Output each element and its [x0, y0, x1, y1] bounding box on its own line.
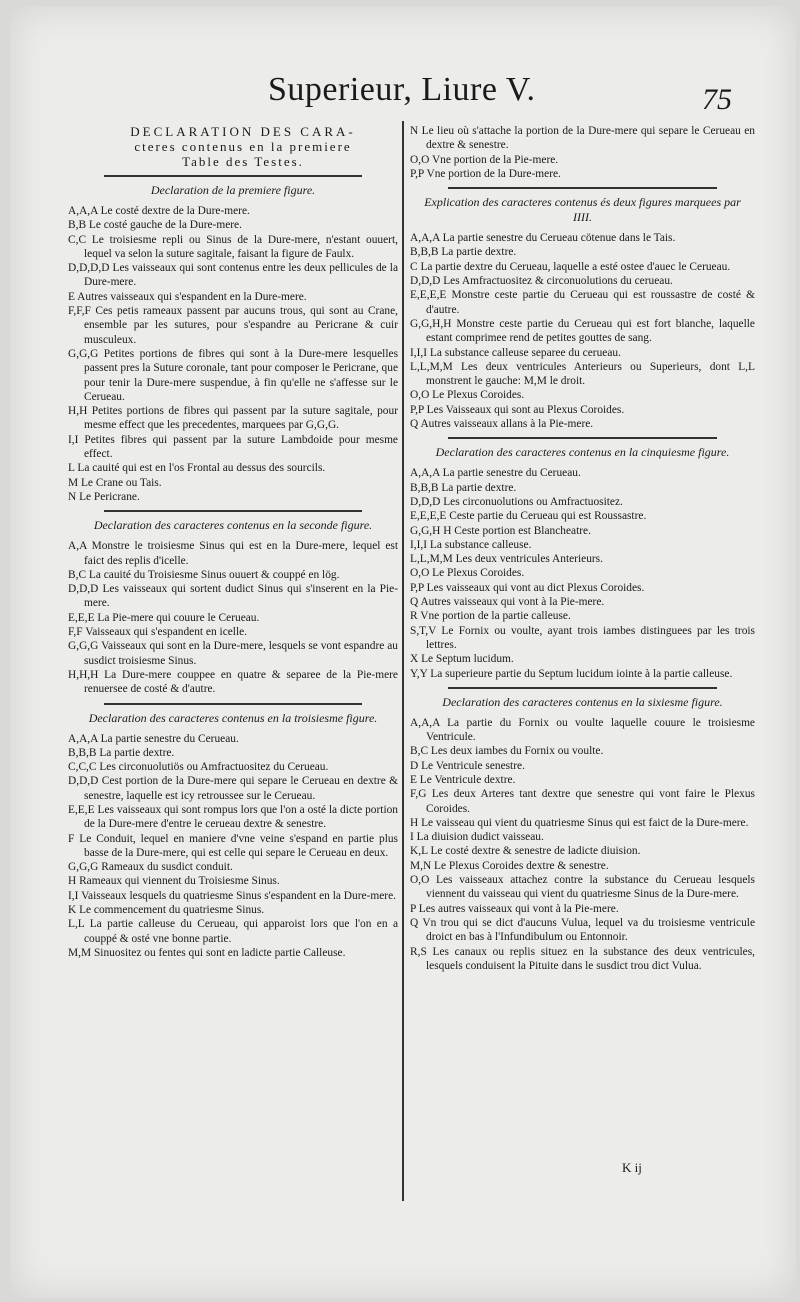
- column-title-line1: DECLARATION DES CARA-: [130, 124, 356, 139]
- section-heading: Declaration des caracteres contenus en la seconde figure.: [93, 518, 373, 533]
- legend-entry: G,G,G Petites portions de fibres qui sont à la Dure-mere lesquelles passent pres la Suture coronale, tant pour composer le Pericrane, que pour tenir la Dure-mere suspendue, à fin qu'elle ne s'affesse sur le Cerueau.: [68, 347, 398, 403]
- continuation-entries: [410, 124, 755, 181]
- column-divider: [402, 121, 404, 1201]
- legend-entry: M,N Le Plexus Coroides dextre & senestre.: [410, 859, 609, 872]
- legend-entry: P,P Les Vaisseaux qui sont au Plexus Coroides.: [410, 403, 625, 416]
- section-rule: [448, 187, 717, 189]
- legend-entry: Q Autres vaisseaux qui vont à la Pie-mere.: [410, 596, 605, 609]
- right-column: [410, 124, 755, 973]
- legend-entry: A,A,A La partie du Fornix ou voulte laquelle couure le troisiesme Ventricule.: [410, 716, 755, 744]
- legend-entry: B,B,B La partie dextre.: [410, 481, 517, 494]
- legend-entry: I,I Petites fibres qui passent par la suture Lambdoide pour mesme effect.: [68, 433, 398, 461]
- legend-entry: D,D,D,D Les vaisseaux qui sont contenus entre les deux pellicules de la Dure-mere.: [68, 262, 398, 289]
- legend-entry: D,D,D Les circonuolutions ou Amfractuositez.: [410, 495, 623, 508]
- legend-entry: B,B,B La partie dextre.: [410, 246, 517, 259]
- legend-entry: K Le commencement du quatriesme Sinus.: [68, 904, 265, 917]
- column-title: [88, 124, 398, 169]
- book-page: [10, 6, 796, 1298]
- legend-entry: A,A,A La partie senestre du Cerueau.: [68, 732, 239, 745]
- legend-entry: A,A,A Le costé dextre de la Dure-mere.: [68, 205, 250, 217]
- legend-entry: G,G,H,H Monstre ceste partie du Cerueau qui est fort blanche, laquelle estant comprimee rend de petites gouttes de sang.: [410, 317, 755, 345]
- section: [68, 703, 398, 961]
- legend-entry: C,C,C Les circonuolutiös ou Amfractuositez du Cerueau.: [68, 761, 329, 774]
- legend-entry: D,D,D Cest portion de la Dure-mere qui separe le Cerueau en dextre & senestre, laquelle est icy retroussee sur le Cerueau.: [68, 775, 398, 802]
- legend-entry: L La cauité qui est en l'os Frontal au dessus des sourcils.: [68, 462, 326, 475]
- legend-entry: A,A,A La partie senestre du Cerueau cötenue dans le Tais.: [410, 232, 676, 245]
- legend-entry: D,D,D Les vaisseaux qui sortent dudict Sinus qui s'inserent en la Pie-mere.: [68, 583, 398, 610]
- legend-entry: I,I,I La substance calleuse.: [410, 538, 532, 551]
- section-heading: Explication des caracteres contenus és deux figures marquees par IIII.: [424, 195, 741, 225]
- legend-entry: B,B,B La partie dextre.: [68, 746, 175, 759]
- legend-entry: H Rameaux qui viennent du Troisiesme Sinus.: [68, 875, 280, 888]
- legend-entry: Q Vn trou qui se dict d'aucuns Vulua, lequel va du troisiesme ventricule droict en bas à l'Infundibulum ou Entonnoir.: [410, 916, 755, 944]
- section-rule: [104, 175, 361, 177]
- legend-entry: F,F Vaisseaux qui s'espandent en icelle.: [68, 626, 248, 639]
- legend-entry: H,H,H La Dure-mere couppee en quatre & separee de la Pie-mere renuersee de costé & d'autre.: [68, 668, 398, 696]
- legend-entry: G,G,G Vaisseaux qui sont en la Dure-mere, lesquels se vont espandre au susdict troisiesme Sinus.: [68, 640, 398, 667]
- running-header: [10, 71, 796, 115]
- legend-entry: Y,Y La superieure partie du Septum lucidum iointe à la partie calleuse.: [410, 667, 733, 680]
- legend-entry: X Le Septum lucidum.: [410, 653, 514, 666]
- legend-entry: A,A,A La partie senestre du Cerueau.: [410, 467, 581, 480]
- section: [410, 437, 755, 680]
- legend-entry: E Autres vaisseaux qui s'espandent en la Dure-mere.: [68, 290, 307, 303]
- legend-entry: I La diuision dudict vaisseau.: [410, 831, 544, 844]
- legend-entry: R,S Les canaux ou replis situez en la substance des deux ventricules, lesquels conduisent la Pituite dans le susdict trou dict Vulua.: [410, 945, 755, 972]
- legend-entry: C La partie dextre du Cerueau, laquelle a esté ostee d'auec le Cerueau.: [410, 260, 731, 273]
- section-heading: Declaration des caracteres contenus en la sixiesme figure.: [442, 694, 723, 709]
- legend-entry: A,A Monstre le troisiesme Sinus qui est en la Dure-mere, lequel est faict des replis d'icelle.: [68, 540, 398, 567]
- legend-entry: O,O Vne portion de la Pie-mere.: [410, 153, 559, 166]
- legend-entry: B,C Les deux iambes du Fornix ou voulte.: [410, 745, 604, 758]
- signature-mark: K ij: [622, 1160, 642, 1175]
- legend-entry: F Le Conduit, lequel en maniere d'vne veine s'espand en partie plus basse de la Dure-mere, qui est celle qui separe le Cerueau en deux.: [68, 832, 398, 859]
- section-rule: [448, 687, 717, 689]
- legend-entry: Q Autres vaisseaux allans à la Pie-mere.: [410, 418, 594, 431]
- section-heading: Declaration des caracteres contenus en la troisiesme figure.: [88, 710, 378, 725]
- column-title-line3: Table des Testes.: [182, 154, 304, 169]
- legend-entry: N Le Pericrane.: [68, 490, 140, 503]
- section-heading: Declaration de la premiere figure.: [150, 183, 316, 197]
- legend-entry: I,I,I La substance calleuse separee du cerueau.: [410, 346, 621, 359]
- legend-entry: L,L,M,M Les deux ventricules Anterieurs.: [410, 553, 603, 566]
- legend-entry: M,M Sinuositez ou fentes qui sont en ladicte partie Calleuse.: [68, 946, 346, 959]
- legend-entry: E,E,E,E Ceste partie du Cerueau qui est Roussastre.: [410, 510, 647, 523]
- legend-entry: H Le vaisseau qui vient du quatriesme Sinus qui est faict de la Dure-mere.: [410, 816, 749, 829]
- legend-entry: B,B Le costé gauche de la Dure-mere.: [68, 219, 242, 232]
- legend-entry: E,E,E,E Monstre ceste partie du Cerueau qui est roussastre de costé & d'autre.: [410, 289, 755, 316]
- page-number: 75: [702, 83, 732, 116]
- legend-entry: B,C La cauité du Troisiesme Sinus ouuert & couppé en lög.: [68, 568, 340, 581]
- legend-entry: R Vne portion de la partie calleuse.: [410, 610, 571, 623]
- section: [410, 187, 755, 431]
- section: [410, 687, 755, 973]
- legend-entry: I,I Vaisseaux lesquels du quatriesme Sinus s'espandent en la Dure-mere.: [68, 889, 396, 902]
- legend-entry: P,P Les vaisseaux qui vont au dict Plexus Coroides.: [410, 581, 645, 594]
- legend-entry: O,O Le Plexus Coroides.: [410, 389, 525, 402]
- legend-entry: K,L Le costé dextre & senestre de ladicte diuision.: [410, 845, 641, 858]
- legend-entry: P,P Vne portion de la Dure-mere.: [410, 167, 561, 180]
- legend-entry: E,E,E La Pie-mere qui couure le Cerueau.: [68, 611, 260, 624]
- legend-entry: E,E,E Les vaisseaux qui sont rompus lors que l'on a osté la dicte portion de la Dure-mere d'entre le cerueau dextre & senestre.: [68, 803, 398, 831]
- legend-entry: F,G Les deux Arteres tant dextre que senestre qui vont faire le Plexus Coroides.: [410, 788, 755, 815]
- left-column: [68, 124, 398, 960]
- column-title-line2: cteres contenus en la premiere: [134, 139, 352, 154]
- section-heading: Declaration des caracteres contenus en la cinquiesme figure.: [435, 445, 730, 460]
- running-title: Superieur, Liure V.: [268, 71, 536, 108]
- section: [68, 175, 398, 504]
- legend-entry: M Le Crane ou Tais.: [68, 476, 162, 489]
- legend-entry: O,O Les vaisseaux attachez contre la substance du Cerueau lesquels viennent du vaisseau qui vient du quatriesme Sinus de la Dure-mere.: [410, 874, 755, 901]
- legend-entry: D Le Ventricule senestre.: [410, 759, 525, 772]
- left-sections: [68, 175, 398, 960]
- legend-entry: O,O Le Plexus Coroides.: [410, 567, 525, 580]
- legend-entry: S,T,V Le Fornix ou voulte, ayant trois iambes distinguees par les trois lettres.: [410, 624, 755, 651]
- section-rule: [104, 703, 361, 705]
- section-rule: [104, 510, 361, 512]
- legend-entry: L,L,M,M Les deux ventricules Anterieurs ou Superieurs, dont L,L monstrent le gauche: M,M le droit.: [410, 360, 755, 388]
- legend-entry: F,F,F Ces petis rameaux passent par aucuns trous, qui sont au Crane, ensemble par les sutures, pour s'espandre au Pericrane & cuir musculeux.: [68, 305, 398, 346]
- legend-entry: N Le lieu où s'attache la portion de la Dure-mere qui separe le Cerueau en dextre & senestre.: [410, 125, 755, 152]
- legend-entry: E Le Ventricule dextre.: [410, 773, 516, 786]
- legend-entry: D,D,D Les Amfractuositez & circonuolutions du cerueau.: [410, 275, 673, 288]
- legend-entry: G,G,G Rameaux du susdict conduit.: [68, 861, 233, 874]
- legend-entry: L,L La partie calleuse du Cerueau, qui apparoist lors que l'on en a couppé & osté vne bonne partie.: [68, 918, 398, 945]
- right-sections: [410, 187, 755, 973]
- legend-entry: G,G,H H Ceste portion est Blancheatre.: [410, 524, 591, 537]
- legend-entry: C,C Le troisiesme repli ou Sinus de la Dure-mere, n'estant ouuert, lequel va selon la suture sagitale, faisant la figure de Faulx.: [68, 233, 398, 260]
- section-rule: [448, 437, 717, 439]
- legend-entry: P Les autres vaisseaux qui vont à la Pie-mere.: [410, 902, 619, 915]
- legend-entry: H,H Petites portions de fibres qui passent par la suture sagitale, pour mesme effect que les precedentes, marquees par G,G,G.: [68, 405, 398, 432]
- section: [68, 510, 398, 696]
